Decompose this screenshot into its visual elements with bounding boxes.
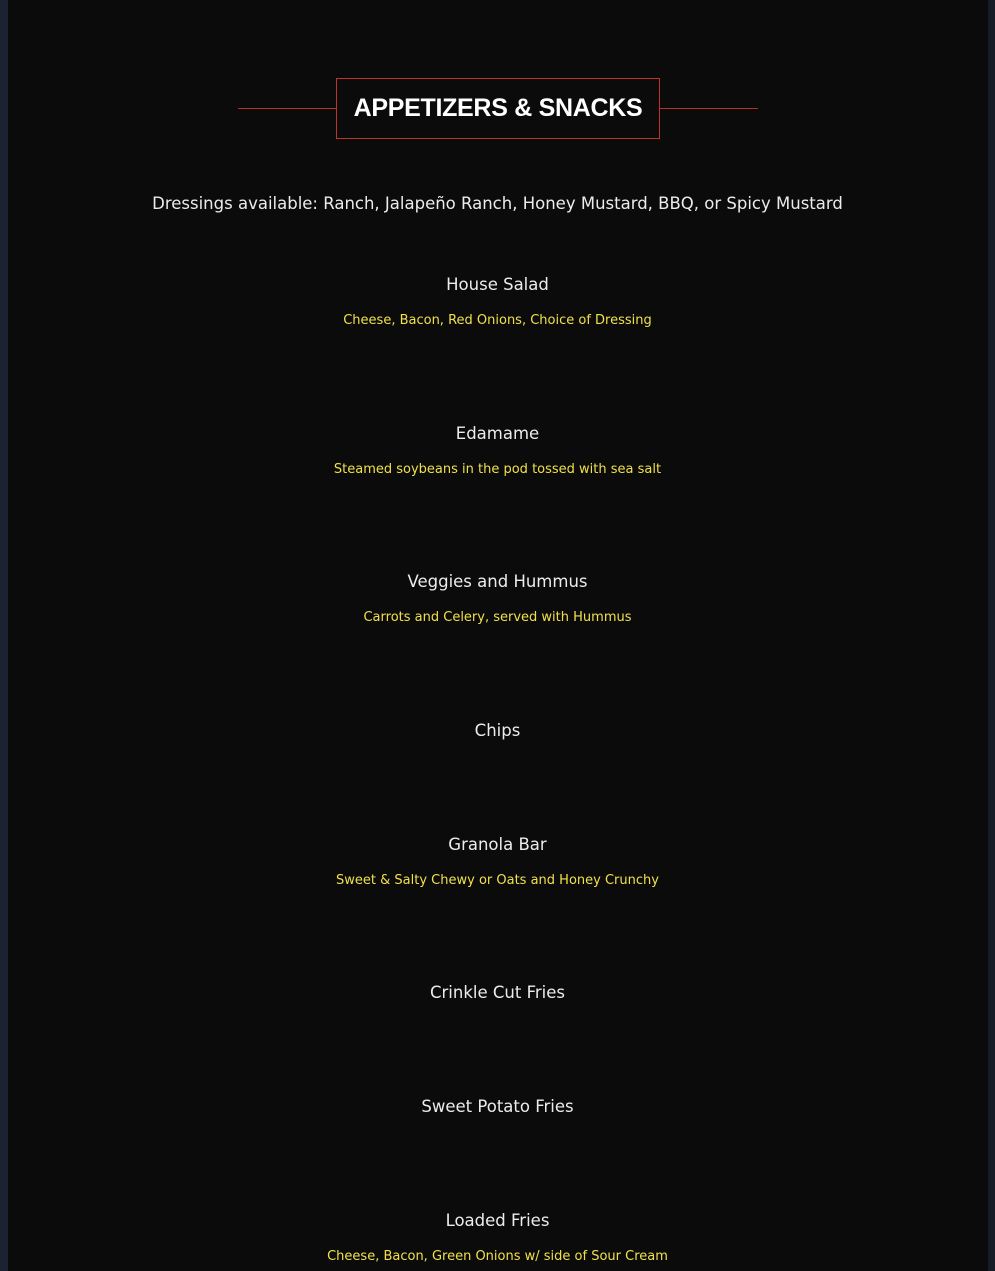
menu-item-description: Carrots and Celery, served with Hummus [363,610,632,625]
section-header [0,78,995,139]
menu-item-name: Loaded Fries [445,1211,550,1230]
menu-item-description: Sweet & Salty Chewy or Oats and Honey Crunchy [336,873,659,888]
menu-item-name: Sweet Potato Fries [421,1097,574,1116]
menu-item-name: Chips [474,721,521,740]
menu-item-description: Cheese, Bacon, Green Onions w/ side of Sour Cream [327,1249,668,1264]
menu-item-name: Veggies and Hummus [407,572,588,591]
menu-item-name: Edamame [455,424,540,443]
menu-page [8,0,988,1271]
title-divider-right [660,108,758,109]
section-title: APPETIZERS & SNACKS [353,94,643,122]
menu-item-description: Steamed soybeans in the pod tossed with sea salt [333,462,662,477]
dressings-note: Dressings available: Ranch, Jalapeño Ranch, Honey Mustard, BBQ, or Spicy Mustard [152,194,843,213]
page-edge [988,0,995,1271]
menu-item-description: Cheese, Bacon, Red Onions, Choice of Dressing [343,313,652,328]
menu-item-name: House Salad [446,275,549,294]
menu-item-name: Crinkle Cut Fries [430,983,565,1002]
title-divider-left [238,108,336,109]
menu-item-name: Granola Bar [448,835,547,854]
section-title-box [336,78,660,139]
